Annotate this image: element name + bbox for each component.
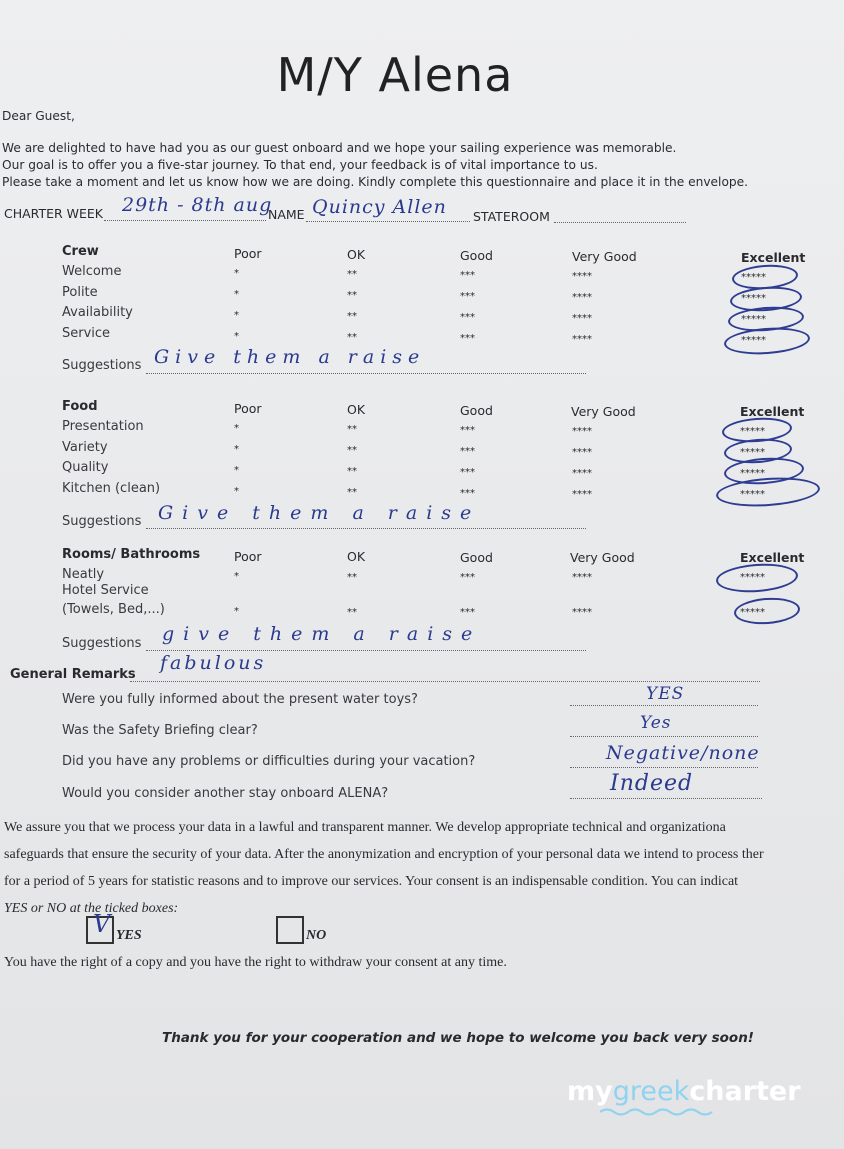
star-poor[interactable]: *	[234, 465, 239, 476]
consent-line-1: We assure you that we process your data in a lawful and transparent manner. We develop appropriate technical and organizationa	[4, 820, 726, 835]
food-item-quality: Quality	[62, 460, 109, 475]
star-poor[interactable]: *	[234, 486, 239, 497]
col-poor: Poor	[234, 246, 262, 261]
col-very-good: Very Good	[572, 249, 637, 264]
rooms-title: Rooms/ Bathrooms	[62, 547, 201, 562]
crew-item-availability: Availability	[62, 305, 133, 320]
star-poor[interactable]: *	[234, 444, 239, 455]
intro-line-1: We are delighted to have had you as our guest onboard and we hope your sailing experience was memorable.	[2, 141, 677, 155]
star-good[interactable]: ***	[460, 467, 475, 478]
general-remarks-label: General Remarks	[10, 667, 136, 682]
star-very-good[interactable]: ****	[572, 313, 592, 324]
yes-checkmark: V	[93, 910, 112, 938]
general-remarks-line	[130, 681, 760, 682]
col-ok: OK	[347, 402, 366, 417]
star-excellent[interactable]: *****	[741, 293, 766, 304]
logo-part-charter: charter	[689, 1076, 801, 1107]
col-very-good: Very Good	[571, 404, 636, 419]
star-good[interactable]: ***	[460, 607, 475, 618]
rooms-item-neatly: Neatly	[62, 567, 105, 582]
logo-wave-icon	[600, 1107, 714, 1117]
consent-line-2: safeguards that ensure the security of your data. After the anonymization and encryption of your personal data we intend to process ther	[4, 847, 764, 862]
star-excellent[interactable]: *****	[741, 272, 766, 283]
rooms-suggestions-value[interactable]: give them a raise	[162, 623, 482, 645]
col-excellent: Excellent	[740, 550, 805, 565]
answer-water-toys[interactable]: YES	[646, 684, 685, 704]
rooms-item-hotel-service: Hotel Service	[62, 583, 149, 598]
star-ok[interactable]: **	[347, 487, 357, 498]
star-excellent[interactable]: *****	[740, 572, 765, 583]
name-label: NAME	[268, 207, 305, 222]
question-water-toys: Were you fully informed about the present water toys?	[62, 692, 418, 707]
answer-line	[570, 736, 758, 737]
food-item-kitchen: Kitchen (clean)	[62, 481, 161, 496]
col-very-good: Very Good	[570, 550, 635, 565]
question-another-stay: Would you consider another stay onboard ALENA?	[62, 786, 389, 801]
star-very-good[interactable]: ****	[572, 489, 592, 500]
col-ok: OK	[347, 247, 366, 262]
rooms-suggestions-line	[146, 650, 586, 651]
name-value[interactable]: Quincy Allen	[312, 196, 447, 218]
crew-item-welcome: Welcome	[62, 264, 122, 279]
star-ok[interactable]: **	[347, 466, 357, 477]
star-ok[interactable]: **	[347, 290, 357, 301]
star-very-good[interactable]: ****	[572, 292, 592, 303]
star-very-good[interactable]: ****	[572, 447, 592, 458]
mygreekcharter-logo	[567, 1076, 801, 1107]
star-ok[interactable]: **	[347, 311, 357, 322]
crew-item-polite: Polite	[62, 285, 98, 300]
star-very-good[interactable]: ****	[572, 468, 592, 479]
star-very-good[interactable]: ****	[572, 572, 592, 583]
col-good: Good	[460, 403, 493, 418]
question-problems: Did you have any problems or difficulties during your vacation?	[62, 754, 476, 769]
selected-circle	[733, 596, 801, 627]
star-excellent[interactable]: *****	[740, 489, 765, 500]
charter-week-value[interactable]: 29th - 8th aug	[122, 194, 273, 216]
star-excellent[interactable]: *****	[741, 314, 766, 325]
selected-circle	[723, 325, 811, 357]
star-ok[interactable]: **	[347, 424, 357, 435]
star-excellent[interactable]: *****	[740, 607, 765, 618]
star-good[interactable]: ***	[460, 291, 475, 302]
consent-rights: You have the right of a copy and you have the right to withdraw your consent at any time.	[4, 955, 507, 970]
star-poor[interactable]: *	[234, 310, 239, 321]
star-very-good[interactable]: ****	[572, 271, 592, 282]
star-good[interactable]: ***	[460, 333, 475, 344]
star-good[interactable]: ***	[460, 488, 475, 499]
star-excellent[interactable]: *****	[740, 468, 765, 479]
form-title: M/Y Alena	[276, 48, 514, 102]
col-ok: OK	[347, 549, 366, 564]
answer-line	[570, 798, 762, 799]
food-title: Food	[62, 399, 98, 414]
crew-suggestions-label: Suggestions	[62, 358, 142, 373]
answer-safety-briefing[interactable]: Yes	[640, 713, 672, 733]
star-poor[interactable]: *	[234, 606, 239, 617]
charter-week-line	[104, 220, 266, 221]
stateroom-label: STATEROOM	[473, 209, 550, 224]
star-ok[interactable]: **	[347, 332, 357, 343]
answer-another-stay[interactable]: Indeed	[610, 771, 694, 796]
name-line	[306, 221, 470, 222]
col-poor: Poor	[234, 549, 262, 564]
logo-part-greek: greek	[612, 1076, 690, 1107]
answer-line	[570, 767, 758, 768]
star-excellent[interactable]: *****	[740, 426, 765, 437]
star-ok[interactable]: **	[347, 269, 357, 280]
star-good[interactable]: ***	[460, 425, 475, 436]
general-remarks-value[interactable]: fabulous	[160, 652, 267, 674]
col-good: Good	[460, 248, 493, 263]
star-poor[interactable]: *	[234, 423, 239, 434]
star-very-good[interactable]: ****	[572, 426, 592, 437]
star-poor[interactable]: *	[234, 571, 239, 582]
question-safety-briefing: Was the Safety Briefing clear?	[62, 723, 258, 738]
no-checkbox[interactable]	[276, 916, 304, 944]
star-very-good[interactable]: ****	[572, 607, 592, 618]
thank-you-text: Thank you for your cooperation and we hope to welcome you back very soon!	[162, 1030, 754, 1046]
star-good[interactable]: ***	[460, 270, 475, 281]
intro-line-2: Our goal is to offer you a five-star journey. To that end, your feedback is of vital importance to us.	[2, 158, 598, 172]
col-poor: Poor	[234, 401, 262, 416]
consent-line-3: for a period of 5 years for statistic reasons and to improve our services. Your consent is an indispensable condition. You can indicat	[4, 874, 739, 889]
star-good[interactable]: ***	[460, 312, 475, 323]
charter-week-label: CHARTER WEEK	[4, 206, 103, 221]
intro-line-3: Please take a moment and let us know how we are doing. Kindly complete this questionnaire and place it in the envelope.	[2, 175, 749, 189]
answer-line	[570, 705, 758, 706]
rooms-suggestions-label: Suggestions	[62, 636, 142, 651]
food-item-presentation: Presentation	[62, 419, 144, 434]
star-excellent[interactable]: *****	[740, 447, 765, 458]
greeting: Dear Guest,	[2, 109, 75, 123]
stateroom-line[interactable]	[554, 222, 686, 223]
col-excellent: Excellent	[740, 404, 805, 419]
star-excellent[interactable]: *****	[741, 335, 766, 346]
crew-suggestions-line	[146, 373, 586, 374]
crew-item-service: Service	[62, 326, 111, 341]
star-good[interactable]: ***	[460, 572, 475, 583]
food-suggestions-line	[146, 528, 586, 529]
crew-title: Crew	[62, 244, 99, 259]
col-excellent: Excellent	[741, 250, 806, 265]
yes-label: YES	[116, 928, 142, 943]
star-ok[interactable]: **	[347, 607, 357, 618]
star-ok[interactable]: **	[347, 445, 357, 456]
star-very-good[interactable]: ****	[572, 334, 592, 345]
col-good: Good	[460, 550, 493, 565]
rooms-item-towels: (Towels, Bed,...)	[62, 602, 165, 617]
crew-suggestions-value[interactable]: Give them a raise	[154, 346, 426, 368]
no-label: NO	[306, 928, 327, 943]
star-poor[interactable]: *	[234, 331, 239, 342]
star-good[interactable]: ***	[460, 446, 475, 457]
answer-problems[interactable]: Negative/none	[606, 742, 760, 764]
star-poor[interactable]: *	[234, 268, 239, 279]
star-ok[interactable]: **	[347, 572, 357, 583]
food-suggestions-label: Suggestions	[62, 514, 142, 529]
consent-line-4: YES or NO at the ticked boxes:	[4, 901, 179, 916]
food-suggestions-value[interactable]: Give them a raise	[158, 502, 481, 524]
food-item-variety: Variety	[62, 440, 108, 455]
star-poor[interactable]: *	[234, 289, 239, 300]
selected-circle	[715, 561, 799, 595]
logo-part-my: my	[567, 1076, 613, 1107]
